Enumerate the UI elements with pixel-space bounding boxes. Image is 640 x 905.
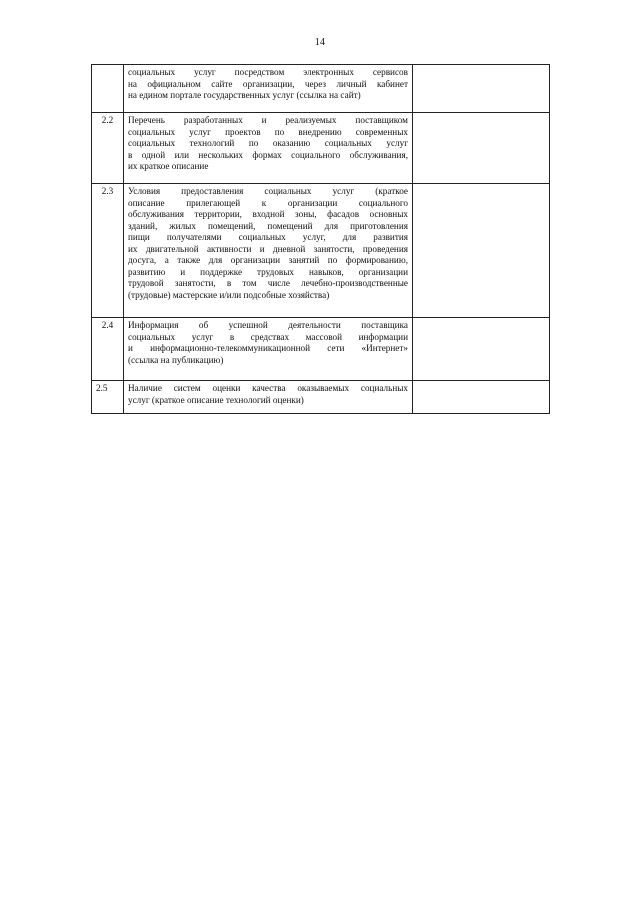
row-value-cell: [413, 318, 550, 381]
page-number: 14: [314, 37, 326, 48]
description-line: (ссылка на публикацию): [128, 354, 224, 365]
description-line: Условия предоставления социальных услуг (краткое: [128, 186, 408, 196]
description-line: на едином портале государственных услуг (ссылка на сайт): [128, 90, 361, 100]
description-line: развитию и поддержке трудовых навыков, организации: [128, 266, 408, 277]
row-description-cell: [124, 113, 413, 184]
description-line: услуг (краткое описание технологий оценки): [128, 394, 304, 405]
description-line: социальных услуг в средствах массовой информации: [128, 331, 408, 342]
row-number-cell: 2.5: [92, 381, 124, 414]
row-value-cell: [413, 113, 550, 184]
description-line: пищи получателями социальных услуг, для развития: [128, 232, 408, 242]
description-line: и информационно-телекоммуникационной сети «Интернет»: [128, 343, 408, 353]
row-number-cell: 2.2: [92, 113, 124, 184]
row-description-cell: [124, 381, 413, 414]
description-line: досуга, а также для организации занятий по формированию,: [128, 255, 408, 265]
description-line: их краткое описание: [128, 161, 209, 171]
row-number-cell: 2.3: [92, 184, 124, 318]
description-line: социальных услуг проектов по внедрению современных: [128, 126, 408, 137]
row-description-cell: [124, 318, 413, 381]
table-body: [92, 65, 550, 414]
description-line: обслуживания территории, входной зоны, фасадов основных: [128, 209, 408, 219]
table-row: [92, 113, 550, 184]
table-row: [92, 65, 550, 113]
row-value-cell: [413, 65, 550, 113]
description-line: Наличие систем оценки качества оказываемых социальных: [128, 383, 408, 393]
description-line: социальных услуг посредством электронных сервисов: [128, 67, 408, 77]
description-line: социальных технологий по оказанию социальных услуг: [128, 138, 408, 148]
description-line: Перечень разработанных и реализуемых поставщиком: [128, 115, 408, 125]
description-line: на официальном сайте организации, через личный кабинет: [128, 78, 408, 89]
table-row: [92, 381, 550, 414]
row-description-cell: [124, 184, 413, 318]
row-value-cell: [413, 184, 550, 318]
services-table: [91, 64, 550, 414]
table-row: [92, 318, 550, 381]
description-line: в одной или нескольких формах социального обслуживания,: [128, 149, 408, 160]
description-line: зданий, жилых помещений, помещений для приготовления: [128, 220, 408, 231]
description-line: описание прилегающей к организации социального: [128, 197, 408, 208]
description-line: трудовой занятости, в том числе лечебно-производственные: [128, 278, 408, 288]
row-number-cell: 2.4: [92, 318, 124, 381]
row-value-cell: [413, 381, 550, 414]
description-line: Информация об успешной деятельности поставщика: [128, 320, 408, 330]
row-description-cell: [124, 65, 413, 113]
row-number-cell: [92, 65, 124, 113]
table-row: [92, 184, 550, 318]
description-line: (трудовые) мастерские и/или подсобные хозяйства): [128, 289, 330, 300]
description-line: их двигательной активности и дневной занятости, проведения: [128, 243, 408, 254]
